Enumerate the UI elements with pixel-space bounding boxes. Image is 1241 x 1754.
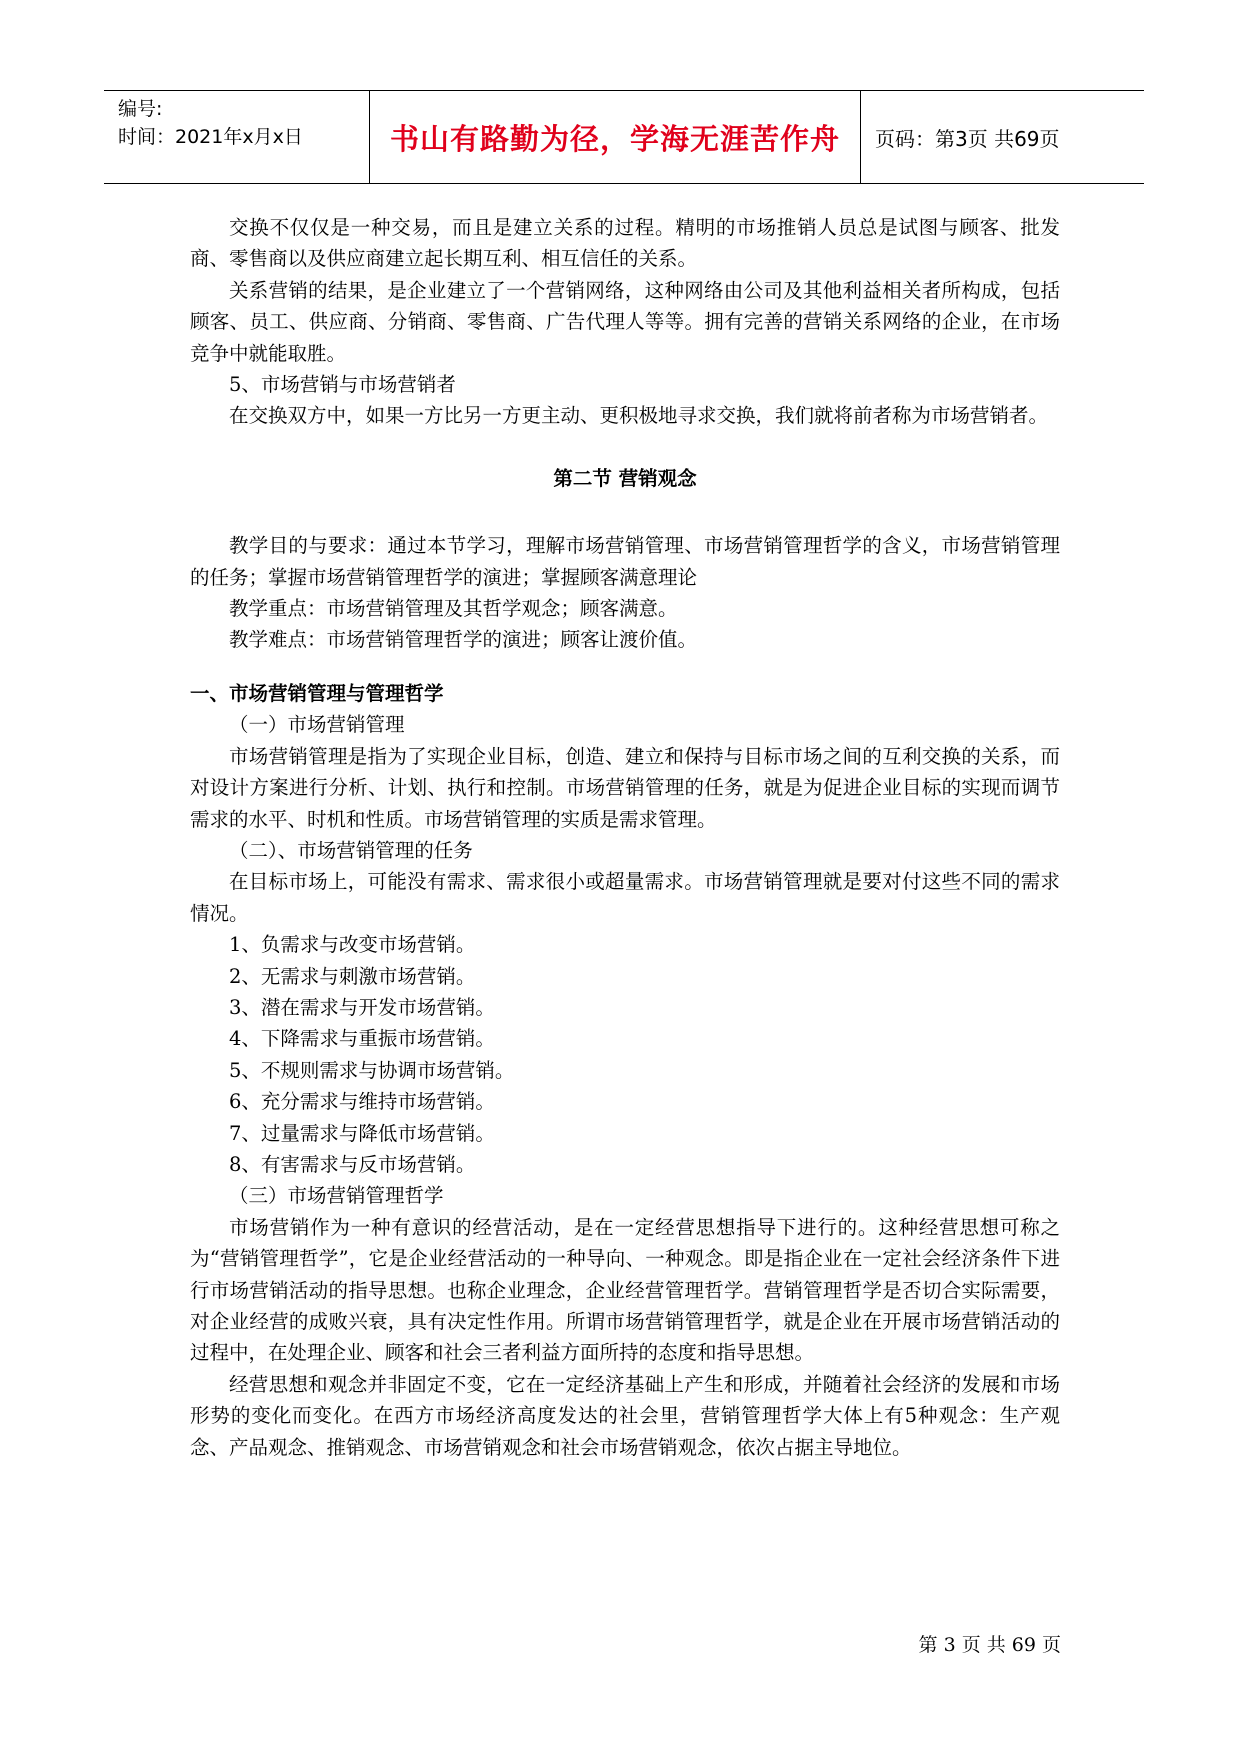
sub-heading: （二）、市场营销管理的任务: [229, 838, 473, 862]
list-item: 3、潜在需求与开发市场营销。: [229, 995, 495, 1019]
list-item: 5、不规则需求与协调市场营销。: [229, 1058, 515, 1082]
list-item: 8、有害需求与反市场营销。: [229, 1152, 476, 1176]
document-time-label: 时间：2021年x月x日: [118, 126, 303, 148]
paragraph: 教学难点：市场营销管理哲学的演进；顾客让渡价值。: [229, 628, 698, 652]
paragraph: 在交换双方中，如果一方比另一方更主动、更积极地寻求交换，我们就将前者称为市场营销者。: [229, 404, 1049, 428]
paragraph: 经营思想和观念并非固定不变，它在一定经济基础上产生和形成，并随着社会经济的发展和市场形势的变化而变化。在西方市场经济高度发达的社会里，营销管理哲学大体上有5种观念：生产观念、产品观念、推销观念、市场营销观念和社会市场营销观念，依次占据主导地位。: [190, 1372, 1060, 1459]
document-body: [190, 212, 1060, 1463]
paragraph: 教学目的与要求：通过本节学习，理解市场营销管理、市场营销管理哲学的含义，市场营销管理的任务；掌握市场营销管理哲学的演进；掌握顾客满意理论: [190, 534, 1060, 589]
list-item: 4、下降需求与重振市场营销。: [229, 1027, 495, 1051]
list-item: 2、无需求与刺激市场营销。: [229, 964, 476, 988]
sub-heading: （三）市场营销管理哲学: [229, 1184, 444, 1208]
document-number-label: 编号:: [118, 98, 163, 120]
header-page-info: 页码：第3页 共69页: [875, 126, 1060, 151]
list-item: 1、负需求与改变市场营销。: [229, 933, 476, 957]
page-header: [104, 90, 1144, 184]
subsection-heading: 一、市场营销管理与管理哲学: [190, 681, 444, 705]
paragraph: 交换不仅仅是一种交易，而且是建立关系的过程。精明的市场推销人员总是试图与顾客、批发商、零售商以及供应商建立起长期互利、相互信任的关系。: [190, 216, 1060, 271]
header-info-cell: [104, 91, 370, 183]
paragraph: 市场营销作为一种有意识的经营活动，是在一定经营思想指导下进行的。这种经营思想可称之为“营销管理哲学”，它是企业经营活动的一种导向、一种观念。即是指企业在一定社会经济条件下进行市场营销活动的指导思想。也称企业理念，企业经营管理哲学。营销管理哲学是否切合实际需要，对企业经营的成败兴衰，具有决定性作用。所谓市场营销管理哲学，就是企业在开展市场营销活动的过程中，在处理企业、顾客和社会三者利益方面所持的态度和指导思想。: [190, 1215, 1060, 1365]
sub-heading: （一）市场营销管理: [229, 713, 405, 737]
paragraph: 5、市场营销与市场营销者: [229, 373, 456, 397]
paragraph: 在目标市场上，可能没有需求、需求很小或超量需求。市场营销管理就是要对付这些不同的需求情况。: [190, 870, 1060, 925]
page-footer: 第 3 页 共 69 页: [918, 1634, 1061, 1656]
section-title: 第二节 营销观念: [553, 466, 697, 490]
paragraph: 市场营销管理是指为了实现企业目标，创造、建立和保持与目标市场之间的互利交换的关系，而对设计方案进行分析、计划、执行和控制。市场营销管理的任务，就是为促进企业目标的实现而调节需求的水平、时机和性质。市场营销管理的实质是需求管理。: [190, 744, 1060, 831]
paragraph: 关系营销的结果，是企业建立了一个营销网络，这种网络由公司及其他利益相关者所构成，包括顾客、员工、供应商、分销商、零售商、广告代理人等等。拥有完善的营销关系网络的企业，在市场竞争中就能取胜。: [190, 278, 1060, 365]
header-motto: 书山有路勤为径，学海无涯苦作舟: [370, 91, 861, 183]
list-item: 7、过量需求与降低市场营销。: [229, 1121, 495, 1145]
paragraph: 教学重点：市场营销管理及其哲学观念；顾客满意。: [229, 597, 678, 621]
list-item: 6、充分需求与维持市场营销。: [229, 1090, 495, 1114]
